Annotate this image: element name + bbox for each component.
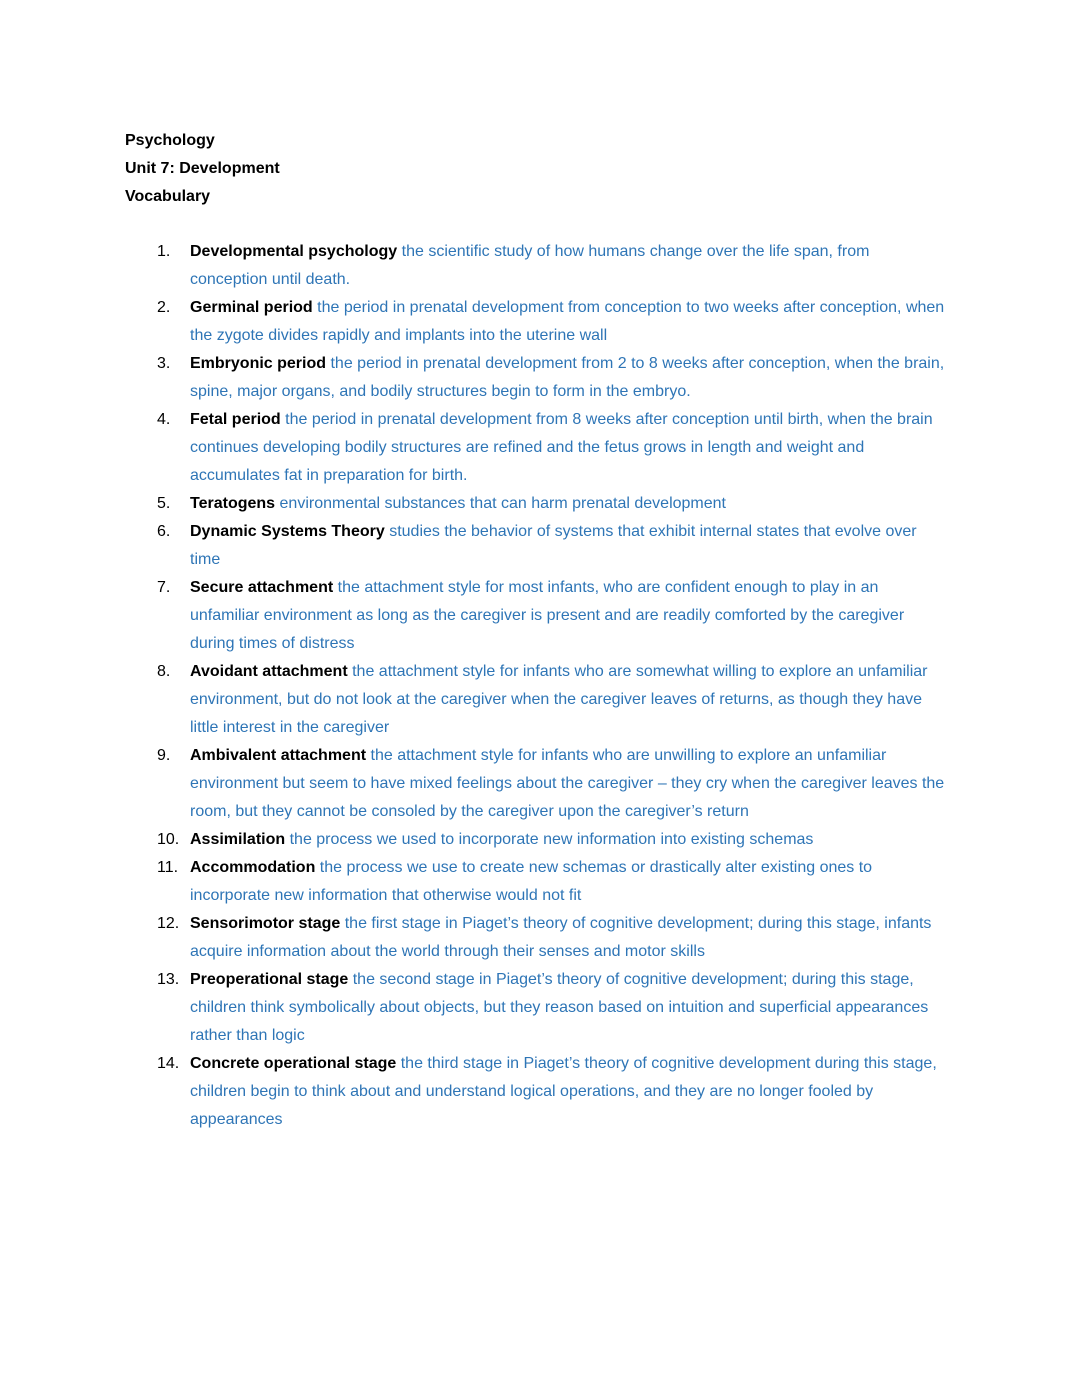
vocab-item (157, 910, 952, 966)
item-body (190, 854, 950, 910)
vocab-item (157, 406, 952, 490)
header-line-unit: Unit 7: Development (125, 160, 280, 177)
item-body (190, 574, 950, 658)
vocab-item (157, 294, 952, 350)
item-body (190, 350, 950, 406)
item-number: 14. (157, 1055, 180, 1072)
vocab-definition: the process we used to incorporate new information into existing schemas (289, 831, 814, 848)
vocab-item (157, 826, 952, 854)
item-number: 1. (157, 243, 171, 260)
item-number: 3. (157, 355, 171, 372)
vocab-list (157, 238, 952, 1134)
vocab-term: Germinal period (190, 299, 313, 316)
item-number: 6. (157, 523, 171, 540)
header-line-vocabulary: Vocabulary (125, 188, 211, 205)
vocab-item (157, 966, 952, 1050)
vocab-definition: the attachment style for infants who are unwilling to explore an unfamiliar environment but seem to have mixed feelings about the caregiver – they cry when the caregiver leaves the room, but they cannot be consoled by the caregiver upon the caregiver’s return (190, 747, 945, 820)
header-line-subject: Psychology (125, 132, 215, 149)
vocab-item (157, 1050, 952, 1134)
vocab-term: Accommodation (190, 859, 316, 876)
item-body (190, 406, 950, 490)
document-header (125, 127, 280, 211)
vocab-item (157, 238, 952, 294)
vocab-term: Secure attachment (190, 579, 334, 596)
vocab-term: Dynamic Systems Theory (190, 523, 385, 540)
item-body (190, 826, 950, 854)
vocab-term: Embryonic period (190, 355, 327, 372)
item-number: 8. (157, 663, 171, 680)
item-body (190, 294, 950, 350)
vocab-definition: the second stage in Piaget’s theory of cognitive development; during this stage, children think symbolically about objects, but they reason based on intuition and superficial appearances rather than logic (190, 971, 929, 1044)
vocab-item (157, 742, 952, 826)
vocab-definition: studies the behavior of systems that exhibit internal states that evolve over time (190, 523, 917, 568)
vocab-item (157, 490, 952, 518)
vocab-term: Teratogens (190, 495, 276, 512)
item-number: 12. (157, 915, 180, 932)
vocab-definition: the period in prenatal development from 8 weeks after conception until birth, when the brain continues developing bodily structures are refined and the fetus grows in length and weight and accumulates fat in preparation for birth. (190, 411, 933, 484)
item-number: 9. (157, 747, 171, 764)
vocab-definition: the period in prenatal development from 2 to 8 weeks after conception, when the brain, spine, major organs, and bodily structures begin to form in the embryo. (190, 355, 945, 400)
item-body (190, 910, 950, 966)
vocab-term: Ambivalent attachment (190, 747, 367, 764)
vocab-definition: the process we use to create new schemas or drastically alter existing ones to incorporate new information that otherwise would not fit (190, 859, 873, 904)
vocab-definition: the third stage in Piaget’s theory of cognitive development during this stage, children begin to think about and understand logical operations, and they are no longer fooled by appearances (190, 1055, 937, 1128)
item-number: 11. (157, 859, 179, 876)
item-body (190, 658, 950, 742)
item-number: 13. (157, 971, 180, 988)
vocab-term: Concrete operational stage (190, 1055, 397, 1072)
item-number: 7. (157, 579, 171, 596)
item-number: 5. (157, 495, 171, 512)
vocab-item (157, 854, 952, 910)
item-body (190, 966, 950, 1050)
item-number: 10. (157, 831, 180, 848)
vocab-definition: the first stage in Piaget’s theory of cognitive development; during this stage, infants acquire information about the world through their senses and motor skills (190, 915, 932, 960)
vocab-term: Sensorimotor stage (190, 915, 341, 932)
item-body (190, 238, 950, 294)
vocab-definition: the attachment style for infants who are somewhat willing to explore an unfamiliar environment, but do not look at the caregiver when the caregiver leaves of returns, as though they have little interest in the caregiver (190, 663, 928, 736)
vocab-item (157, 518, 952, 574)
vocab-term: Fetal period (190, 411, 281, 428)
item-number: 2. (157, 299, 171, 316)
vocab-term: Preoperational stage (190, 971, 349, 988)
item-body (190, 742, 950, 826)
vocab-definition: the attachment style for most infants, who are confident enough to play in an unfamiliar environment as long as the caregiver is present and are readily comforted by the caregiver during times of distress (190, 579, 905, 652)
item-body (190, 518, 950, 574)
vocab-definition: environmental substances that can harm prenatal development (279, 495, 726, 512)
vocab-term: Assimilation (190, 831, 286, 848)
vocab-definition: the period in prenatal development from conception to two weeks after conception, when the zygote divides rapidly and implants into the uterine wall (190, 299, 945, 344)
vocab-definition: the scientific study of how humans change over the life span, from conception until death. (190, 243, 870, 288)
item-body (190, 490, 950, 518)
item-body (190, 1050, 950, 1134)
vocab-item (157, 658, 952, 742)
vocab-term: Avoidant attachment (190, 663, 348, 680)
vocab-item (157, 350, 952, 406)
vocab-term: Developmental psychology (190, 243, 398, 260)
vocab-item (157, 574, 952, 658)
item-number: 4. (157, 411, 171, 428)
